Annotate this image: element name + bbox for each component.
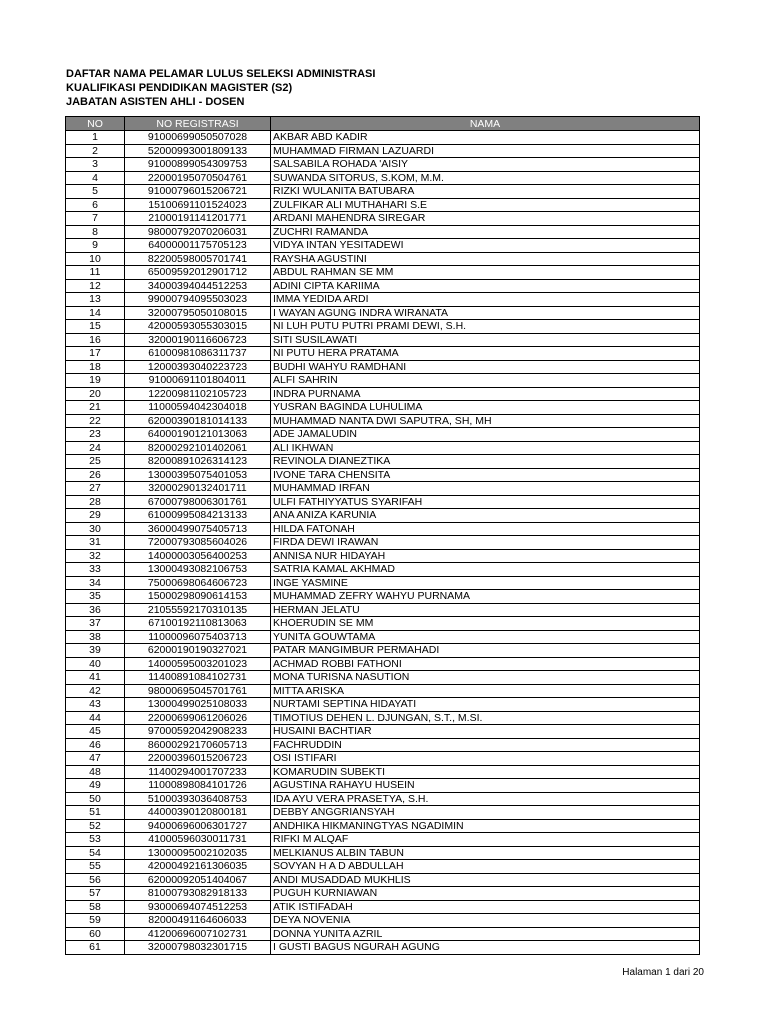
table-row: [66, 239, 700, 253]
applicant-table: [65, 116, 700, 955]
registration-number: 21055592170310135: [125, 603, 271, 617]
registration-number: 99000794095503023: [125, 293, 271, 307]
applicant-name: KHOERUDIN SE MM: [271, 617, 700, 631]
table-row: [66, 509, 700, 523]
column-header-no: NO: [66, 117, 125, 131]
table-row: [66, 131, 700, 145]
row-number: 1: [66, 131, 125, 145]
table-row: [66, 549, 700, 563]
table-row: [66, 158, 700, 172]
row-number: 15: [66, 320, 125, 334]
registration-number: 51000393036408753: [125, 792, 271, 806]
table-row: [66, 212, 700, 226]
row-number: 43: [66, 698, 125, 712]
row-number: 44: [66, 711, 125, 725]
registration-number: 44000390120800181: [125, 806, 271, 820]
applicant-name: ARDANI MAHENDRA SIREGAR: [271, 212, 700, 226]
row-number: 5: [66, 185, 125, 199]
table-row: [66, 738, 700, 752]
applicant-name: MUHAMMAD IRFAN: [271, 482, 700, 496]
document-title: DAFTAR NAMA PELAMAR LULUS SELEKSI ADMINISTRASI: [66, 68, 376, 80]
table-row: [66, 860, 700, 874]
applicant-name: INDRA PURNAMA: [271, 387, 700, 401]
row-number: 7: [66, 212, 125, 226]
registration-number: 97000592042908233: [125, 725, 271, 739]
registration-number: 64000190121013063: [125, 428, 271, 442]
registration-number: 61000995084213133: [125, 509, 271, 523]
table-row: [66, 873, 700, 887]
row-number: 11: [66, 266, 125, 280]
applicant-name: DONNA YUNITA AZRIL: [271, 927, 700, 941]
row-number: 39: [66, 644, 125, 658]
registration-number: 22000396015206723: [125, 752, 271, 766]
table-row: [66, 590, 700, 604]
column-header-registration: NO REGISTRASI: [125, 117, 271, 131]
row-number: 47: [66, 752, 125, 766]
registration-number: 91000699050507028: [125, 131, 271, 145]
registration-number: 75000698064606723: [125, 576, 271, 590]
registration-number: 13000395075401053: [125, 468, 271, 482]
row-number: 6: [66, 198, 125, 212]
applicant-name: I WAYAN AGUNG INDRA WIRANATA: [271, 306, 700, 320]
applicant-name: IDA AYU VERA PRASETYA, S.H.: [271, 792, 700, 806]
page-number: Halaman 1 dari 20: [622, 967, 704, 978]
registration-number: 13000499025108033: [125, 698, 271, 712]
applicant-name: I GUSTI BAGUS NGURAH AGUNG: [271, 941, 700, 955]
applicant-name: ZUCHRI RAMANDA: [271, 225, 700, 239]
row-number: 33: [66, 563, 125, 577]
applicant-name: ANDHIKA HIKMANINGTYAS NGADIMIN: [271, 819, 700, 833]
table-row: [66, 914, 700, 928]
row-number: 51: [66, 806, 125, 820]
registration-number: 82000292101402061: [125, 441, 271, 455]
registration-number: 32000798032301715: [125, 941, 271, 955]
row-number: 31: [66, 536, 125, 550]
row-number: 25: [66, 455, 125, 469]
registration-number: 62000390181014133: [125, 414, 271, 428]
row-number: 48: [66, 765, 125, 779]
registration-number: 12200981102105723: [125, 387, 271, 401]
table-row: [66, 657, 700, 671]
registration-number: 86000292170605713: [125, 738, 271, 752]
row-number: 20: [66, 387, 125, 401]
applicant-name: DEBBY ANGGRIANSYAH: [271, 806, 700, 820]
applicant-name: HUSAINI BACHTIAR: [271, 725, 700, 739]
table-row: [66, 900, 700, 914]
applicant-name: IVONE TARA CHENSITA: [271, 468, 700, 482]
applicant-name: ANA ANIZA KARUNIA: [271, 509, 700, 523]
applicant-name: ANDI MUSADDAD MUKHLIS: [271, 873, 700, 887]
registration-number: 93000694074512253: [125, 900, 271, 914]
applicant-name: RIFKI M ALQAF: [271, 833, 700, 847]
table-row: [66, 563, 700, 577]
applicant-name: MUHAMMAD FIRMAN LAZUARDI: [271, 144, 700, 158]
applicant-name: OSI ISTIFARI: [271, 752, 700, 766]
row-number: 55: [66, 860, 125, 874]
applicant-name: ADINI CIPTA KARIIMA: [271, 279, 700, 293]
registration-number: 91000899054309753: [125, 158, 271, 172]
row-number: 49: [66, 779, 125, 793]
row-number: 21: [66, 401, 125, 415]
applicant-name: ALFI SAHRIN: [271, 374, 700, 388]
applicant-name: RIZKI WULANITA BATUBARA: [271, 185, 700, 199]
applicant-name: IMMA YEDIDA ARDI: [271, 293, 700, 307]
registration-number: 22000195070504761: [125, 171, 271, 185]
table-row: [66, 482, 700, 496]
row-number: 14: [66, 306, 125, 320]
table-row: [66, 441, 700, 455]
table-row: [66, 293, 700, 307]
registration-number: 32000795050108015: [125, 306, 271, 320]
applicant-name: AGUSTINA RAHAYU HUSEIN: [271, 779, 700, 793]
row-number: 36: [66, 603, 125, 617]
table-row: [66, 468, 700, 482]
table-row: [66, 792, 700, 806]
table-row: [66, 522, 700, 536]
table-row: [66, 171, 700, 185]
registration-number: 72000793085604026: [125, 536, 271, 550]
row-number: 23: [66, 428, 125, 442]
table-row: [66, 603, 700, 617]
registration-number: 67000798006301761: [125, 495, 271, 509]
table-row: [66, 941, 700, 955]
table-body: [66, 131, 700, 955]
applicant-name: ADE JAMALUDIN: [271, 428, 700, 442]
table-row: [66, 684, 700, 698]
applicant-name: FACHRUDDIN: [271, 738, 700, 752]
applicant-name: NURTAMI SEPTINA HIDAYATI: [271, 698, 700, 712]
table-row: [66, 320, 700, 334]
row-number: 9: [66, 239, 125, 253]
applicant-name: TIMOTIUS DEHEN L. DJUNGAN, S.T., M.SI.: [271, 711, 700, 725]
table-row: [66, 725, 700, 739]
registration-number: 21000191141201771: [125, 212, 271, 226]
row-number: 22: [66, 414, 125, 428]
applicant-name: KOMARUDIN SUBEKTI: [271, 765, 700, 779]
table-row: [66, 198, 700, 212]
row-number: 61: [66, 941, 125, 955]
registration-number: 13000095002102035: [125, 846, 271, 860]
table-row: [66, 401, 700, 415]
row-number: 29: [66, 509, 125, 523]
registration-number: 62000190190327021: [125, 644, 271, 658]
registration-number: 94000696006301727: [125, 819, 271, 833]
table-row: [66, 779, 700, 793]
table-row: [66, 887, 700, 901]
registration-number: 81000793082918133: [125, 887, 271, 901]
table-row: [66, 428, 700, 442]
table-row: [66, 671, 700, 685]
document-header: [66, 67, 375, 109]
applicant-name: REVINOLA DIANEZTIKA: [271, 455, 700, 469]
row-number: 53: [66, 833, 125, 847]
table-row: [66, 279, 700, 293]
applicant-name: INGE YASMINE: [271, 576, 700, 590]
row-number: 50: [66, 792, 125, 806]
table-row: [66, 806, 700, 820]
applicant-name: ALI IKHWAN: [271, 441, 700, 455]
registration-number: 65009592012901712: [125, 266, 271, 280]
table-row: [66, 387, 700, 401]
applicant-name: MONA TURISNA NASUTION: [271, 671, 700, 685]
applicant-name: ABDUL RAHMAN SE MM: [271, 266, 700, 280]
table-row: [66, 306, 700, 320]
row-number: 58: [66, 900, 125, 914]
row-number: 16: [66, 333, 125, 347]
registration-number: 64000001175705123: [125, 239, 271, 253]
applicant-name: SATRIA KAMAL AKHMAD: [271, 563, 700, 577]
applicant-name: MUHAMMAD ZEFRY WAHYU PURNAMA: [271, 590, 700, 604]
applicant-name: SOVYAN H A D ABDULLAH: [271, 860, 700, 874]
table-row: [66, 347, 700, 361]
row-number: 34: [66, 576, 125, 590]
applicant-name: FIRDA DEWI IRAWAN: [271, 536, 700, 550]
table-row: [66, 752, 700, 766]
registration-number: 12000393040223723: [125, 360, 271, 374]
registration-number: 11000898084101726: [125, 779, 271, 793]
table-row: [66, 536, 700, 550]
applicant-name: NI LUH PUTU PUTRI PRAMI DEWI, S.H.: [271, 320, 700, 334]
registration-number: 34000394044512253: [125, 279, 271, 293]
registration-number: 41000596030011731: [125, 833, 271, 847]
registration-number: 11400891084102731: [125, 671, 271, 685]
registration-number: 41200696007102731: [125, 927, 271, 941]
row-number: 3: [66, 158, 125, 172]
applicant-name: ULFI FATHIYYATUS SYARIFAH: [271, 495, 700, 509]
row-number: 56: [66, 873, 125, 887]
row-number: 12: [66, 279, 125, 293]
applicant-name: MELKIANUS ALBIN TABUN: [271, 846, 700, 860]
qualification-subtitle: KUALIFIKASI PENDIDIKAN MAGISTER (S2): [66, 82, 293, 94]
registration-number: 42000593055303015: [125, 320, 271, 334]
applicant-name: SALSABILA ROHADA 'AISIY: [271, 158, 700, 172]
registration-number: 14000595003201023: [125, 657, 271, 671]
row-number: 24: [66, 441, 125, 455]
row-number: 19: [66, 374, 125, 388]
table-row: [66, 765, 700, 779]
table-row: [66, 617, 700, 631]
registration-number: 52000993001809133: [125, 144, 271, 158]
registration-number: 13000493082106753: [125, 563, 271, 577]
table-row: [66, 455, 700, 469]
applicant-name: ATIK ISTIFADAH: [271, 900, 700, 914]
row-number: 17: [66, 347, 125, 361]
applicant-name: PATAR MANGIMBUR PERMAHADI: [271, 644, 700, 658]
table-row: [66, 333, 700, 347]
table-row: [66, 252, 700, 266]
registration-number: 11000096075403713: [125, 630, 271, 644]
applicant-name: ACHMAD ROBBI FATHONI: [271, 657, 700, 671]
row-number: 45: [66, 725, 125, 739]
table-row: [66, 266, 700, 280]
applicant-name: HILDA FATONAH: [271, 522, 700, 536]
applicant-name: YUNITA GOUWTAMA: [271, 630, 700, 644]
position-subtitle: JABATAN ASISTEN AHLI - DOSEN: [66, 96, 245, 108]
applicant-name: DEYA NOVENIA: [271, 914, 700, 928]
registration-number: 42000492161306035: [125, 860, 271, 874]
table-row: [66, 495, 700, 509]
table-row: [66, 630, 700, 644]
table-row: [66, 711, 700, 725]
registration-number: 11000594042304018: [125, 401, 271, 415]
registration-number: 91000691101804011: [125, 374, 271, 388]
row-number: 60: [66, 927, 125, 941]
applicant-name: PUGUH KURNIAWAN: [271, 887, 700, 901]
row-number: 8: [66, 225, 125, 239]
row-number: 54: [66, 846, 125, 860]
registration-number: 98000695045701761: [125, 684, 271, 698]
registration-number: 67100192110813063: [125, 617, 271, 631]
applicant-name: VIDYA INTAN YESITADEWI: [271, 239, 700, 253]
row-number: 46: [66, 738, 125, 752]
table-row: [66, 225, 700, 239]
row-number: 18: [66, 360, 125, 374]
registration-number: 91000796015206721: [125, 185, 271, 199]
table-row: [66, 414, 700, 428]
table-row: [66, 185, 700, 199]
row-number: 13: [66, 293, 125, 307]
table-row: [66, 644, 700, 658]
applicant-name: NI PUTU HERA PRATAMA: [271, 347, 700, 361]
registration-number: 11400294001707233: [125, 765, 271, 779]
table-row: [66, 360, 700, 374]
applicant-name: ZULFIKAR ALI MUTHAHARI S.E: [271, 198, 700, 212]
row-number: 52: [66, 819, 125, 833]
registration-number: 32000190116606723: [125, 333, 271, 347]
registration-number: 22000699061206026: [125, 711, 271, 725]
table-row: [66, 576, 700, 590]
table-row: [66, 819, 700, 833]
row-number: 2: [66, 144, 125, 158]
registration-number: 32000290132401711: [125, 482, 271, 496]
table-row: [66, 144, 700, 158]
registration-number: 14000003056400253: [125, 549, 271, 563]
table-header-row: [66, 117, 700, 131]
table-row: [66, 374, 700, 388]
row-number: 28: [66, 495, 125, 509]
registration-number: 61000981086311737: [125, 347, 271, 361]
applicant-name: BUDHI WAHYU RAMDHANI: [271, 360, 700, 374]
row-number: 30: [66, 522, 125, 536]
registration-number: 36000499075405713: [125, 522, 271, 536]
registration-number: 82000891026314123: [125, 455, 271, 469]
registration-number: 15000298090614153: [125, 590, 271, 604]
table-row: [66, 927, 700, 941]
row-number: 42: [66, 684, 125, 698]
table-row: [66, 846, 700, 860]
row-number: 37: [66, 617, 125, 631]
row-number: 59: [66, 914, 125, 928]
row-number: 32: [66, 549, 125, 563]
applicant-name: YUSRAN BAGINDA LUHULIMA: [271, 401, 700, 415]
applicant-name: RAYSHA AGUSTINI: [271, 252, 700, 266]
row-number: 38: [66, 630, 125, 644]
applicant-name: HERMAN JELATU: [271, 603, 700, 617]
registration-number: 82200598005701741: [125, 252, 271, 266]
table-row: [66, 833, 700, 847]
registration-number: 82000491164606033: [125, 914, 271, 928]
table-row: [66, 698, 700, 712]
row-number: 40: [66, 657, 125, 671]
registration-number: 98000792070206031: [125, 225, 271, 239]
column-header-name: NAMA: [271, 117, 700, 131]
row-number: 10: [66, 252, 125, 266]
row-number: 35: [66, 590, 125, 604]
registration-number: 62000092051404067: [125, 873, 271, 887]
row-number: 57: [66, 887, 125, 901]
row-number: 41: [66, 671, 125, 685]
row-number: 27: [66, 482, 125, 496]
applicant-name: SITI SUSILAWATI: [271, 333, 700, 347]
row-number: 4: [66, 171, 125, 185]
applicant-name: AKBAR ABD KADIR: [271, 131, 700, 145]
applicant-name: MITTA ARISKA: [271, 684, 700, 698]
applicant-name: SUWANDA SITORUS, S.KOM, M.M.: [271, 171, 700, 185]
registration-number: 15100691101524023: [125, 198, 271, 212]
applicant-name: ANNISA NUR HIDAYAH: [271, 549, 700, 563]
row-number: 26: [66, 468, 125, 482]
applicant-name: MUHAMMAD NANTA DWI SAPUTRA, SH, MH: [271, 414, 700, 428]
